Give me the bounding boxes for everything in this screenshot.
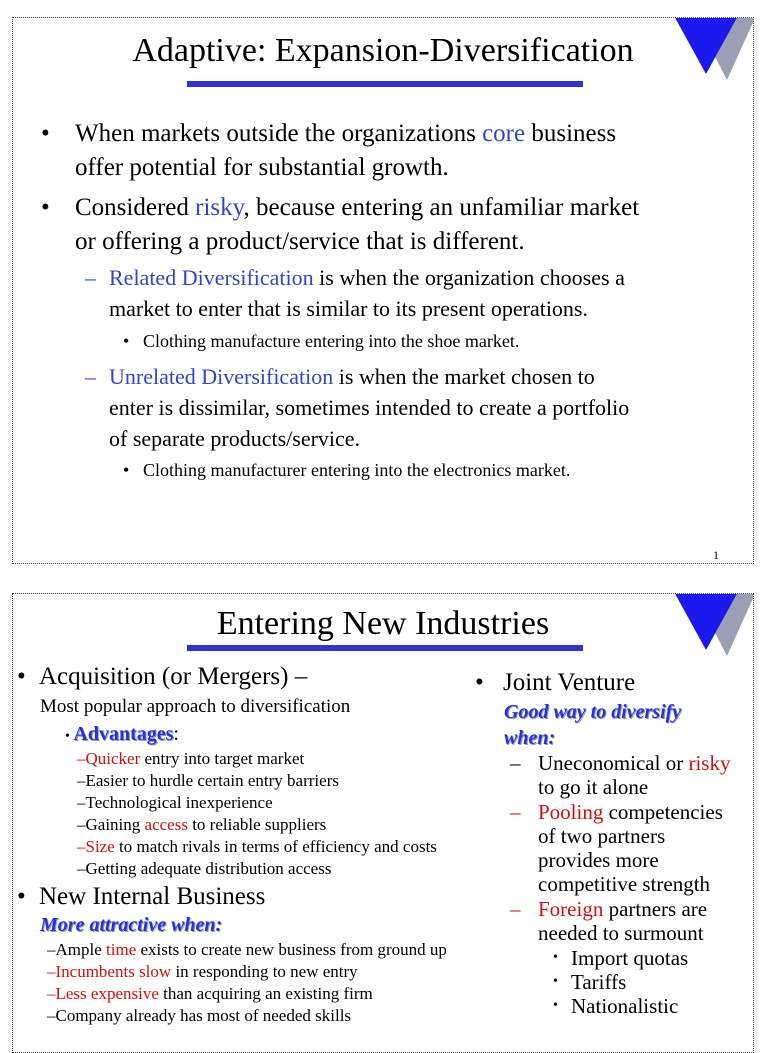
joint-item-2-line-3: provides more (538, 848, 659, 872)
joint-subheading-line-1: Good way to diversify (504, 701, 682, 723)
related-line-1: Related Diversification is when the organization chooses a (109, 265, 625, 290)
internal-item: –Incumbents slow in responding to new entry (47, 962, 358, 981)
internal-item: –Ample time exists to create new business from ground up (47, 940, 447, 959)
joint-subitem: Nationalistic (571, 994, 679, 1018)
title-underline (187, 645, 583, 651)
bullet-dot: • (17, 663, 26, 690)
bullet-dot: • (41, 194, 50, 221)
advantages-label-row: • Advantages: (65, 723, 179, 745)
joint-item-1: Uneconomical or risky (538, 751, 731, 775)
advantage-item: –Getting adequate distribution access (77, 859, 332, 878)
triangle-logo-icon (673, 17, 754, 84)
joint-item-dash: – (510, 751, 521, 775)
sub-bullet-dash: – (85, 265, 96, 290)
joint-item-2-line-2: of two partners (538, 824, 666, 848)
sub-bullet-dot: • (553, 950, 558, 965)
slide-1 (12, 17, 754, 564)
joint-item-1-line-2: to go it alone (538, 775, 649, 799)
slide-title: Adaptive: Expansion-Diversification (132, 32, 634, 69)
sub-bullet-dot: • (553, 974, 558, 989)
sub-sub-bullet-dot: • (123, 331, 130, 351)
related-line-2: market to enter that is similar to its present operations. (109, 296, 588, 321)
internal-heading: New Internal Business (39, 883, 266, 910)
unrelated-line-2: enter is dissimilar, sometimes intended to create a portfolio (109, 395, 630, 420)
internal-item: –Company already has most of needed skills (47, 1006, 352, 1025)
advantage-item: –Technological inexperience (77, 793, 273, 812)
acquisition-heading: Acquisition (or Mergers) – (39, 663, 308, 690)
joint-item-2-line-4: competitive strength (538, 872, 711, 896)
acquisition-subtitle: Most popular approach to diversification (40, 696, 351, 717)
page-number: 1 (713, 548, 719, 562)
unrelated-line-3: of separate products/service. (109, 426, 361, 451)
advantage-item: –Gaining access to reliable suppliers (77, 815, 327, 834)
advantage-item: –Easier to hurdle certain entry barriers (77, 771, 339, 790)
joint-item-dash: – (510, 800, 521, 824)
advantage-item: –Size to match rivals in terms of efficiency and costs (77, 837, 437, 856)
related-example: Clothing manufacture entering into the shoe market. (143, 331, 520, 351)
sub-sub-bullet-dot: • (123, 460, 130, 480)
internal-subheading: More attractive when: (40, 914, 223, 936)
joint-subheading-line-2: when: (504, 727, 556, 749)
slide-title: Entering New Industries (216, 605, 550, 642)
joint-item-2: Pooling competencies (538, 800, 723, 824)
joint-venture-heading: Joint Venture (503, 669, 636, 696)
bullet-dot: • (17, 883, 26, 910)
title-underline (187, 81, 583, 87)
bullet-2-line-2: or offering a product/service that is different. (75, 228, 525, 255)
bullet-2-line-1: Considered risky, because entering an unfamiliar market (75, 194, 640, 221)
bullet-dot: • (41, 120, 50, 147)
triangle-logo-icon (673, 593, 754, 660)
joint-item-3: Foreign partners are (538, 897, 708, 921)
sub-bullet-dot: • (553, 998, 558, 1013)
unrelated-line-1: Unrelated Diversification is when the market chosen to (109, 364, 595, 389)
unrelated-example: Clothing manufacturer entering into the electronics market. (143, 460, 571, 480)
slide-2 (12, 593, 754, 1053)
bullet-dot: • (475, 669, 484, 696)
sub-bullet-dash: – (85, 364, 96, 389)
joint-item-3-line-2: needed to surmount (538, 921, 704, 945)
joint-subitem: Import quotas (571, 946, 689, 970)
advantage-item: –Quicker entry into target market (77, 749, 305, 768)
internal-item: –Less expensive than acquiring an existing firm (47, 984, 373, 1003)
joint-item-dash: – (510, 897, 521, 921)
joint-subitem: Tariffs (571, 970, 627, 994)
bullet-1-line-2: offer potential for substantial growth. (75, 154, 449, 181)
bullet-1-line-1: When markets outside the organizations core business (75, 120, 617, 147)
